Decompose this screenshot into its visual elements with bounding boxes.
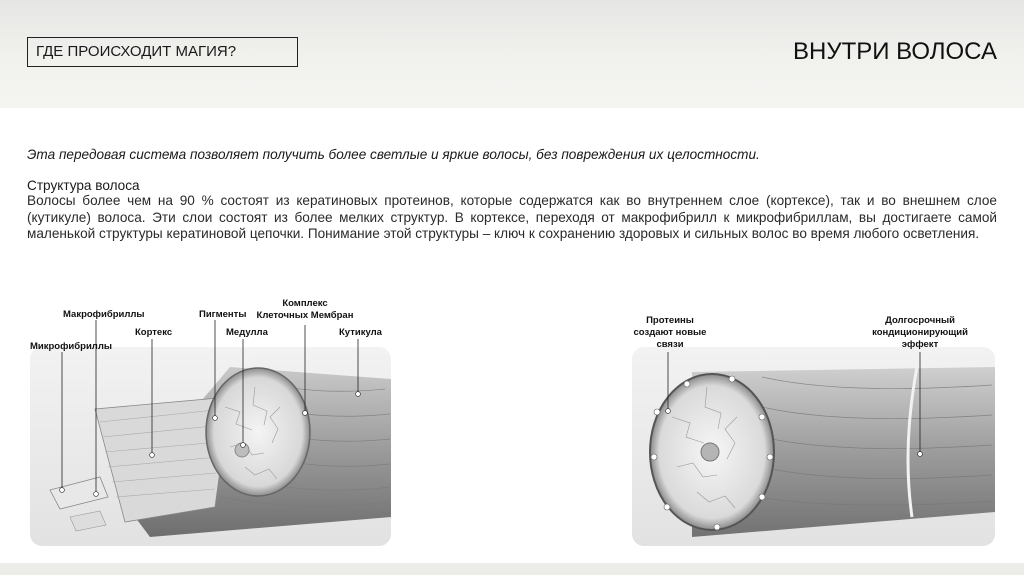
label-pigments: Пигменты [199, 309, 247, 320]
hair-strengthened-illustration [632, 347, 995, 546]
label-microfibrils: Микрофибриллы [30, 341, 112, 352]
structure-heading: Структура волоса [27, 178, 140, 193]
label-line: создают новые [633, 327, 707, 338]
label-conditioning [860, 315, 980, 351]
intro-text: Эта передовая система позволяет получить более светлые и яркие волосы, без повреждения их целостности. [27, 147, 760, 162]
hair-strand-image [632, 347, 995, 546]
section-label: ГДЕ ПРОИСХОДИТ МАГИЯ? [27, 37, 298, 67]
hair-cross-section-illustration [30, 347, 391, 546]
label-line: Комплекс [282, 298, 328, 309]
page-title: ВНУТРИ ВОЛОСА [792, 38, 997, 65]
label-macrofibrils: Макрофибриллы [63, 309, 145, 320]
structure-text: Волосы более чем на 90 % состоят из кератиновых протеинов, которые содержатся как во внутреннем слое (кортексе), так и во внешнем слое (кутикуле) волоса. Эти слои состоят из более мелких структур. В кортексе, переходя от макрофибрилл к микрофибриллам, вы достигаете самой маленькой структуры кератиновой цепочки. Понимание этой структуры – ключ к сохранению здоровых и сильных волос во время любого осветления. [27, 193, 997, 241]
hair-strand-image [30, 347, 391, 546]
label-line: Клеточных Мембран [256, 310, 354, 321]
footer-band [0, 563, 1024, 575]
label-line: кондиционирующий [872, 327, 968, 338]
label-medulla: Медулла [226, 327, 268, 338]
label-line: Протеины [646, 315, 694, 326]
label-line: эффект [901, 339, 939, 350]
label-proteins [625, 315, 715, 351]
label-cortex: Кортекс [135, 327, 173, 338]
label-cuticle: Кутикула [339, 327, 382, 338]
label-line: связи [656, 339, 684, 350]
label-line: Долгосрочный [885, 315, 955, 326]
label-cell-membrane-complex [250, 298, 360, 322]
